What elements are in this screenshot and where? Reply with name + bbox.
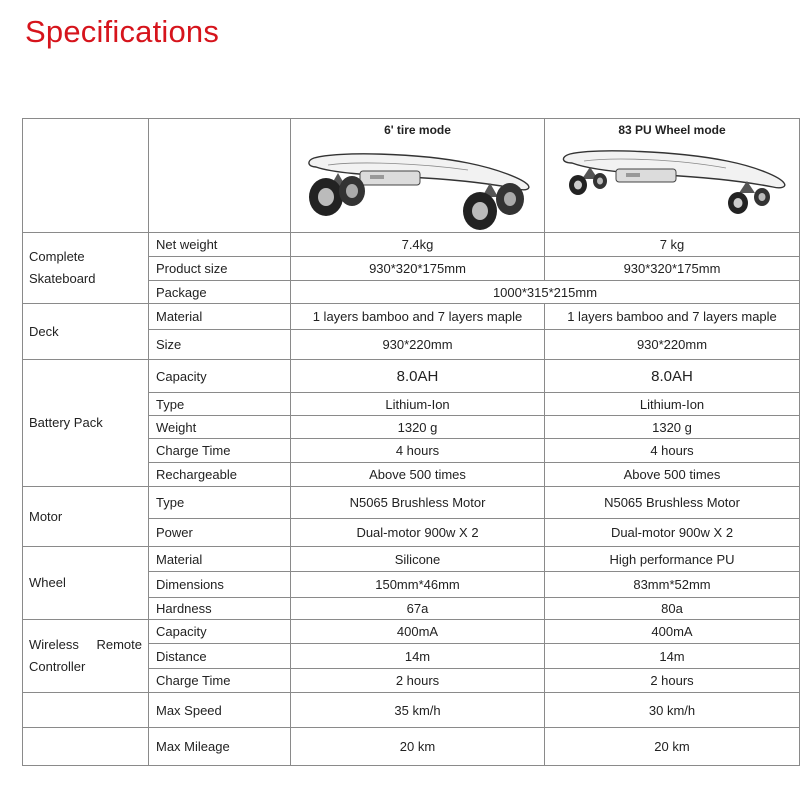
group-deck: Deck	[23, 304, 149, 360]
row-label: Package	[149, 281, 291, 304]
value-cell: Dual-motor 900w X 2	[291, 519, 545, 547]
value-cell: 930*320*175mm	[545, 257, 800, 281]
value-cell: 35 km/h	[291, 693, 545, 728]
empty-group-cell	[23, 728, 149, 766]
value-cell: 2 hours	[545, 669, 800, 693]
value-cell: 7.4kg	[291, 233, 545, 257]
row-label: Type	[149, 393, 291, 416]
group-wireless-remote-controller: Wireless Remote Controller	[23, 620, 149, 693]
row-label: Size	[149, 330, 291, 360]
empty-group-cell	[23, 693, 149, 728]
group-battery-pack: Battery Pack	[23, 360, 149, 487]
group-motor: Motor	[23, 487, 149, 547]
value-cell: 8.0AH	[291, 360, 545, 393]
row-label: Distance	[149, 644, 291, 669]
column-header-pu-wheel-mode	[545, 119, 800, 233]
value-cell: Above 500 times	[545, 463, 800, 487]
table-row	[23, 304, 800, 330]
value-cell: 400mA	[545, 620, 800, 644]
value-cell: 1320 g	[545, 416, 800, 439]
row-label: Rechargeable	[149, 463, 291, 487]
row-label: Hardness	[149, 598, 291, 620]
value-cell: 930*220mm	[291, 330, 545, 360]
row-label: Charge Time	[149, 439, 291, 463]
value-cell: Lithium-Ion	[545, 393, 800, 416]
page-title: Specifications	[25, 14, 220, 49]
value-cell: 83mm*52mm	[545, 572, 800, 598]
value-cell: 14m	[291, 644, 545, 669]
table-header-row	[23, 119, 800, 233]
header-empty-cell	[23, 119, 149, 233]
value-cell: 67a	[291, 598, 545, 620]
table-row	[23, 620, 800, 644]
row-label: Capacity	[149, 360, 291, 393]
column-header-tire-mode	[291, 119, 545, 233]
value-cell: 20 km	[291, 728, 545, 766]
row-label: Weight	[149, 416, 291, 439]
specifications-table	[22, 118, 800, 766]
row-label: Capacity	[149, 620, 291, 644]
value-cell: 1 layers bamboo and 7 layers maple	[545, 304, 800, 330]
row-label: Material	[149, 304, 291, 330]
row-label: Dimensions	[149, 572, 291, 598]
value-cell: 930*320*175mm	[291, 257, 545, 281]
skateboard-offroad-tire-image	[298, 139, 538, 231]
header-empty-cell	[149, 119, 291, 233]
row-label: Max Mileage	[149, 728, 291, 766]
value-cell: 1320 g	[291, 416, 545, 439]
value-cell: High performance PU	[545, 547, 800, 572]
table-row	[23, 360, 800, 393]
value-cell: Dual-motor 900w X 2	[545, 519, 800, 547]
value-cell: 1000*315*215mm	[291, 281, 800, 304]
value-cell: Silicone	[291, 547, 545, 572]
row-label: Charge Time	[149, 669, 291, 693]
value-cell: 20 km	[545, 728, 800, 766]
value-cell: 400mA	[291, 620, 545, 644]
value-cell: 150mm*46mm	[291, 572, 545, 598]
row-label: Product size	[149, 257, 291, 281]
skateboard-pu-wheel-image	[552, 139, 792, 231]
column-title-tire-mode: 6' tire mode	[384, 123, 451, 137]
group-wheel: Wheel	[23, 547, 149, 620]
row-label: Power	[149, 519, 291, 547]
value-cell: N5065 Brushless Motor	[545, 487, 800, 519]
value-cell: 7 kg	[545, 233, 800, 257]
value-cell: Above 500 times	[291, 463, 545, 487]
table-row	[23, 693, 800, 728]
row-label: Material	[149, 547, 291, 572]
value-cell: 8.0AH	[545, 360, 800, 393]
value-cell: 1 layers bamboo and 7 layers maple	[291, 304, 545, 330]
value-cell: 2 hours	[291, 669, 545, 693]
row-label: Net weight	[149, 233, 291, 257]
row-label: Type	[149, 487, 291, 519]
value-cell: Lithium-Ion	[291, 393, 545, 416]
table-row	[23, 547, 800, 572]
value-cell: 80a	[545, 598, 800, 620]
value-cell: 14m	[545, 644, 800, 669]
column-title-pu-wheel-mode: 83 PU Wheel mode	[618, 123, 726, 137]
table-row	[23, 728, 800, 766]
table-row	[23, 487, 800, 519]
value-cell: 30 km/h	[545, 693, 800, 728]
value-cell: N5065 Brushless Motor	[291, 487, 545, 519]
value-cell: 930*220mm	[545, 330, 800, 360]
table-row	[23, 233, 800, 257]
row-label: Max Speed	[149, 693, 291, 728]
value-cell: 4 hours	[291, 439, 545, 463]
group-complete-skateboard: Complete Skateboard	[23, 233, 149, 304]
value-cell: 4 hours	[545, 439, 800, 463]
